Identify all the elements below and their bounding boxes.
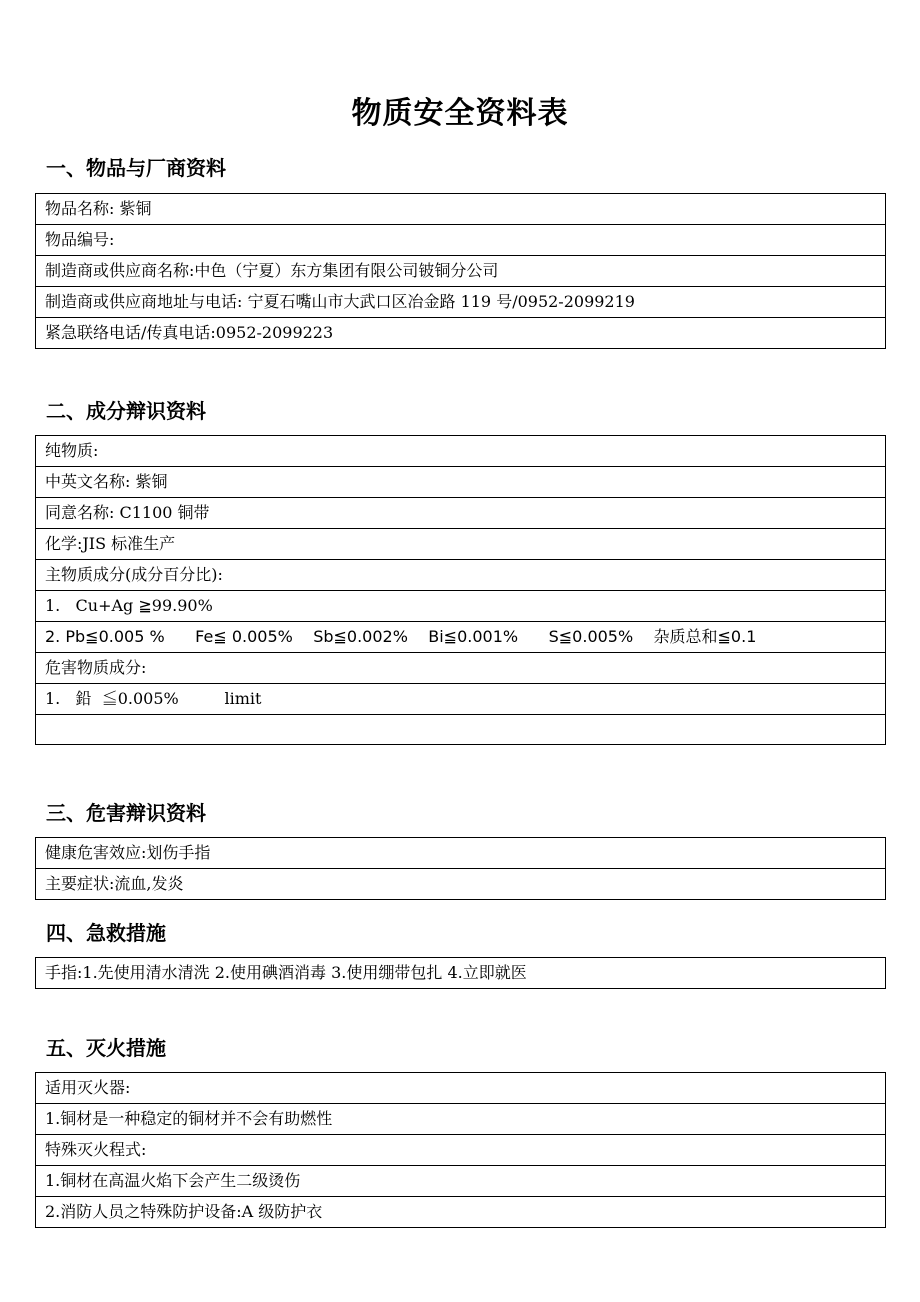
section-heading-first-aid: 四、急救措施 xyxy=(46,921,166,945)
table-row: 制造商或供应商名称:中色（宁夏）东方集团有限公司铍铜分公司 xyxy=(36,256,886,287)
table-row: 健康危害效应:划伤手指 xyxy=(36,838,886,869)
section-heading-product-manufacturer: 一、物品与厂商资料 xyxy=(46,156,226,180)
table-first-aid xyxy=(35,957,886,989)
table-row-impurities: 2. Pb≦0.005 % Fe≦ 0.005% Sb≦0.002% Bi≦0.001% S≦0.005% 杂质总和≦0.1 xyxy=(36,622,886,653)
table-row: 化学:JIS 标准生产 xyxy=(36,529,886,560)
table-row: 1. 鉛 ≦0.005% limit xyxy=(36,684,886,715)
table-composition xyxy=(35,435,886,745)
table-row: 特殊灭火程式: xyxy=(36,1135,886,1166)
table-row: 主要症状:流血,发炎 xyxy=(36,869,886,900)
table-row: 制造商或供应商地址与电话: 宁夏石嘴山市大武口区冶金路 119 号/0952-2099219 xyxy=(36,287,886,318)
table-hazard xyxy=(35,837,886,900)
table-row: 主物质成分(成分百分比): xyxy=(36,560,886,591)
table-row: 物品名称: 紫铜 xyxy=(36,194,886,225)
section-heading-fire-fighting: 五、灭火措施 xyxy=(46,1036,166,1060)
table-row: 中英文名称: 紫铜 xyxy=(36,467,886,498)
table-row: 紧急联络电话/传真电话:0952-2099223 xyxy=(36,318,886,349)
section-heading-hazard: 三、危害辩识资料 xyxy=(46,801,206,825)
table-row: 1.铜材是一种稳定的铜材并不会有助燃性 xyxy=(36,1104,886,1135)
table-row: 物品编号: xyxy=(36,225,886,256)
table-row: 适用灭火器: xyxy=(36,1073,886,1104)
table-row: 2.消防人员之特殊防护设备:A 级防护衣 xyxy=(36,1197,886,1228)
section-heading-composition: 二、成分辩识资料 xyxy=(46,399,206,423)
table-row: 手指:1.先使用清水清洗 2.使用碘酒消毒 3.使用绷带包扎 4.立即就医 xyxy=(36,958,886,989)
table-row: 1. Cu+Ag ≧99.90% xyxy=(36,591,886,622)
table-row: 1.铜材在高温火焰下会产生二级烫伤 xyxy=(36,1166,886,1197)
table-row: 危害物质成分: xyxy=(36,653,886,684)
table-fire-fighting xyxy=(35,1072,886,1228)
document-title: 物质安全资料表 xyxy=(351,96,569,131)
table-product-manufacturer xyxy=(35,193,886,349)
table-row: 纯物质: xyxy=(36,436,886,467)
table-row-empty xyxy=(36,715,886,745)
table-row: 同意名称: C1100 铜带 xyxy=(36,498,886,529)
